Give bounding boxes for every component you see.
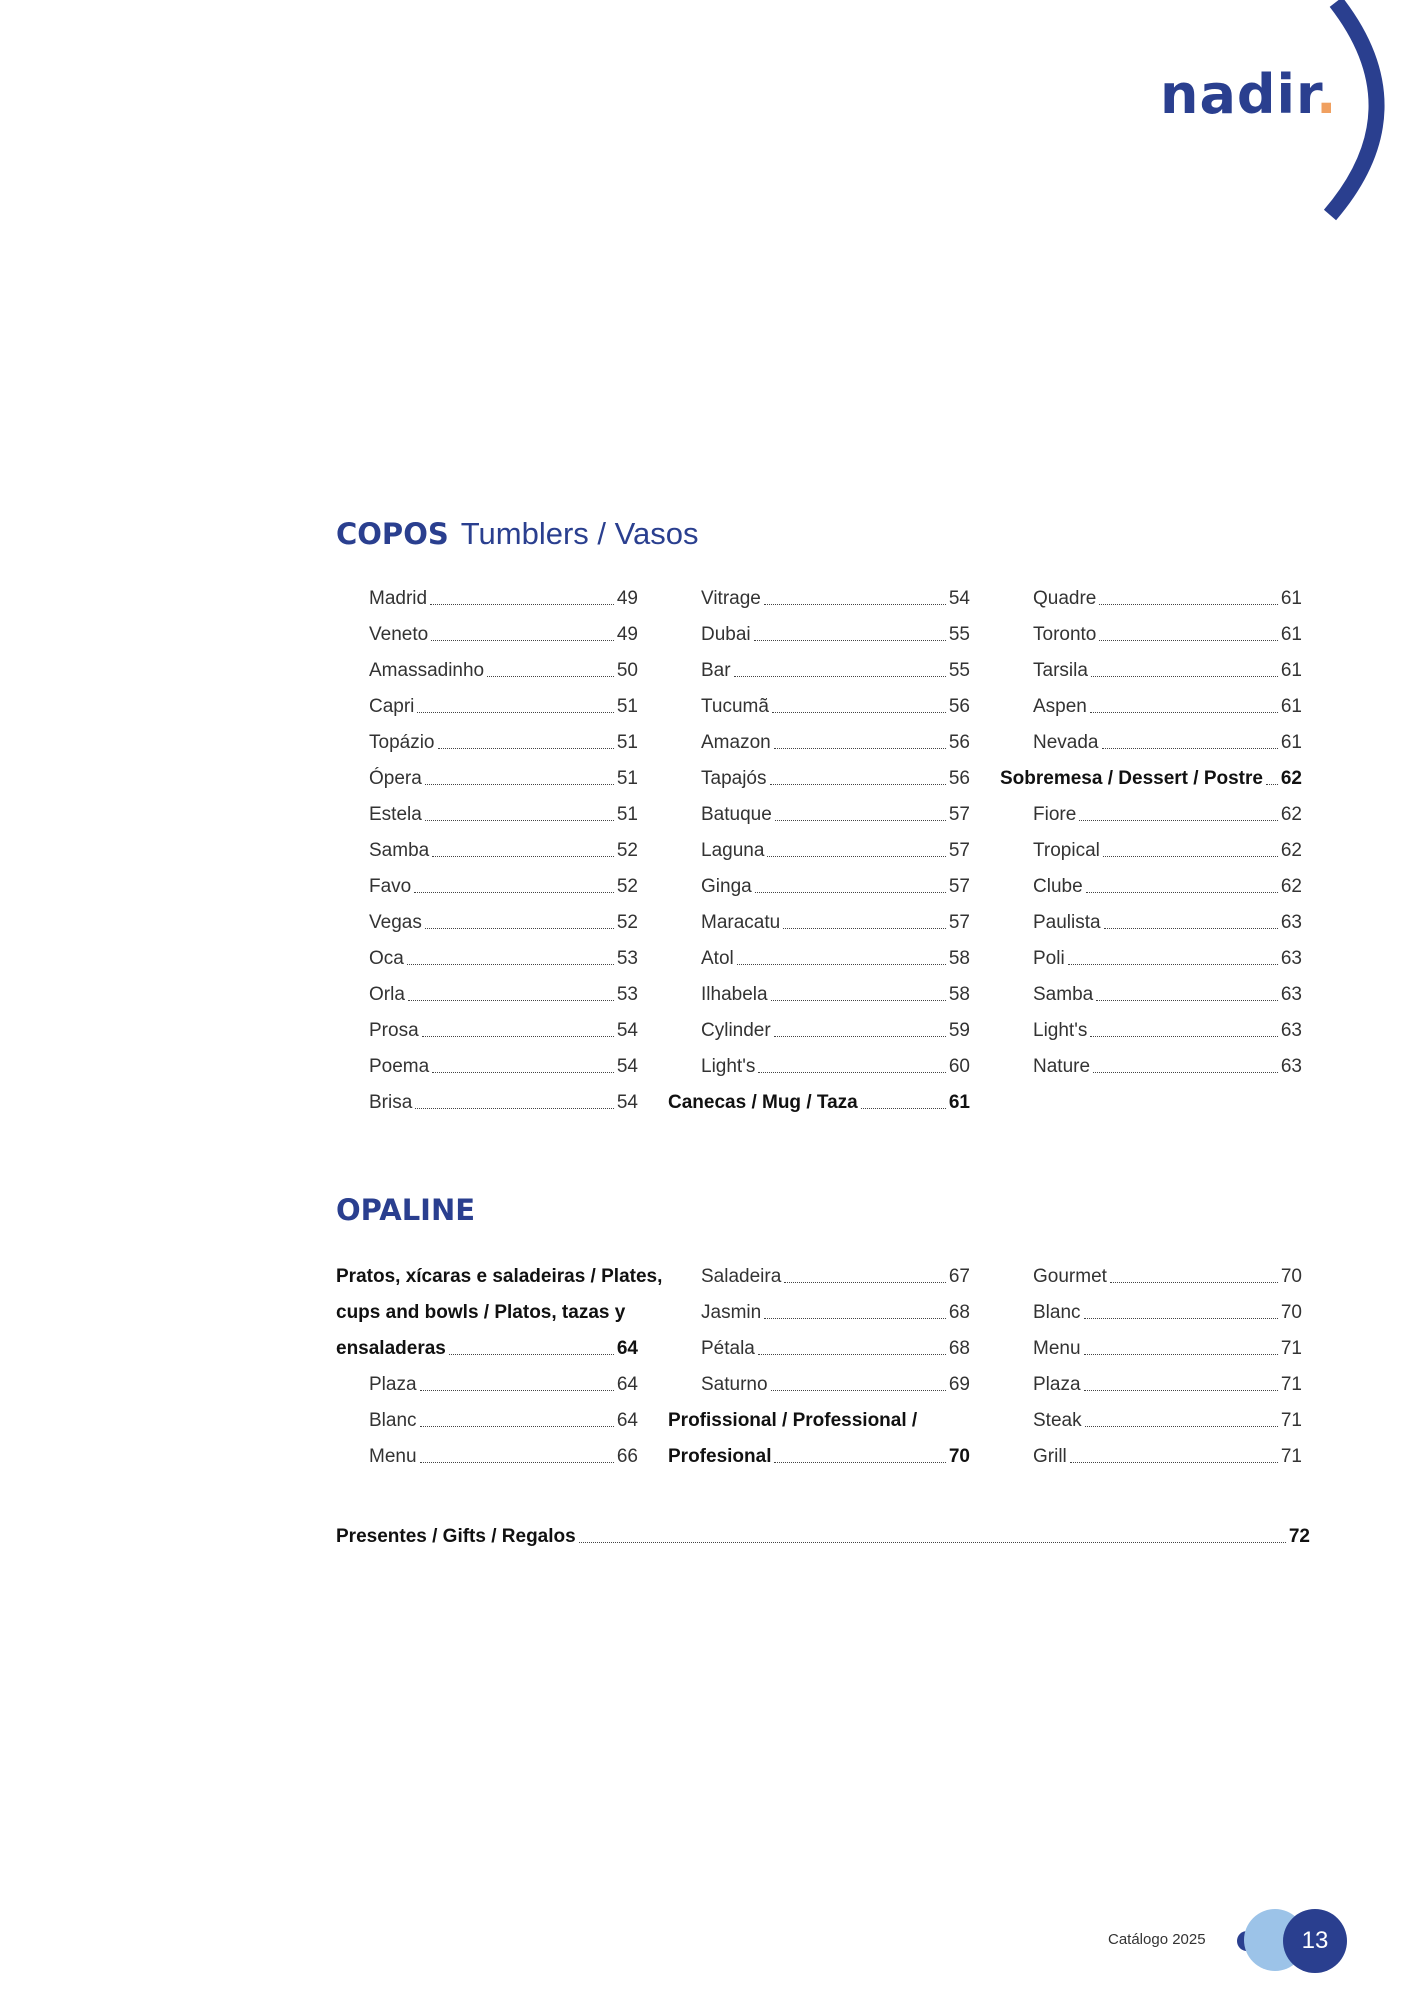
toc-entry-label: Ginga: [701, 876, 752, 897]
toc-entry[interactable]: [336, 898, 638, 934]
leader-dots: [758, 1354, 946, 1355]
toc-entry-page: 57: [948, 876, 970, 897]
toc-entry[interactable]: [1000, 970, 1302, 1006]
toc-entry-label: Light's: [701, 1056, 756, 1077]
leader-dots: [1099, 604, 1277, 605]
leader-dots: [407, 964, 614, 965]
leader-dots: [783, 928, 946, 929]
toc-entry-page: 68: [948, 1302, 970, 1323]
toc-entry[interactable]: [668, 718, 970, 754]
leader-dots: [771, 1390, 946, 1391]
toc-entry-label: Steak: [1033, 1410, 1082, 1431]
leader-dots: [1086, 892, 1278, 893]
toc-entry[interactable]: [668, 1252, 970, 1288]
toc-entry-page: 57: [948, 804, 970, 825]
leader-dots: [1090, 712, 1278, 713]
toc-entry-page: 64: [616, 1374, 638, 1395]
toc-entry: [668, 1396, 970, 1432]
toc-entry-page: 53: [616, 948, 638, 969]
leader-dots: [1110, 1282, 1278, 1283]
leader-dots: [415, 1108, 614, 1109]
toc-entry[interactable]: [1000, 1432, 1302, 1468]
leader-dots: [1102, 748, 1278, 749]
leader-dots: [1091, 676, 1278, 677]
catalog-label: Catálogo 2025: [1108, 1931, 1206, 1948]
leader-dots: [754, 640, 946, 641]
toc-entry-label: Plaza: [1033, 1374, 1081, 1395]
leader-dots: [764, 604, 946, 605]
toc-entry-label: Orla: [369, 984, 405, 1005]
leader-dots: [1084, 1318, 1278, 1319]
leader-dots: [425, 820, 614, 821]
toc-entry-label: Estela: [369, 804, 422, 825]
toc-entry[interactable]: [1000, 1042, 1302, 1078]
leader-dots: [420, 1462, 614, 1463]
opaline-title: OPALINE: [336, 1193, 476, 1227]
toc-entry-page: 71: [1280, 1374, 1302, 1395]
toc-entry-label: Paulista: [1033, 912, 1101, 933]
toc-entry-label: Nevada: [1033, 732, 1099, 753]
toc-entry-page: 64: [616, 1410, 638, 1431]
leader-dots: [764, 1318, 946, 1319]
toc-entry[interactable]: [1000, 790, 1302, 826]
copos-column-1: [336, 574, 638, 1114]
toc-entry-label: Clube: [1033, 876, 1083, 897]
toc-entry[interactable]: [1000, 574, 1302, 610]
toc-entry[interactable]: [668, 970, 970, 1006]
toc-entry-label: Toronto: [1033, 624, 1097, 645]
toc-entry-page: 56: [948, 696, 970, 717]
toc-entry-page: 62: [1280, 768, 1302, 789]
toc-entry-page: 56: [948, 768, 970, 789]
leader-dots: [425, 928, 614, 929]
toc-entry-label: Saturno: [701, 1374, 768, 1395]
toc-entry-label: Poli: [1033, 948, 1065, 969]
leader-dots: [579, 1542, 1286, 1543]
toc-entry[interactable]: [1000, 754, 1302, 790]
toc-entry[interactable]: [668, 826, 970, 862]
toc-entry-page: 64: [616, 1338, 638, 1359]
leader-dots: [774, 1462, 945, 1463]
toc-entry-page: 51: [616, 768, 638, 789]
leader-dots: [767, 856, 945, 857]
toc-entry[interactable]: [1000, 826, 1302, 862]
toc-entry[interactable]: [668, 610, 970, 646]
toc-entry-page: 52: [616, 912, 638, 933]
toc-entry-page: 71: [1280, 1446, 1302, 1467]
toc-entry[interactable]: [1000, 1252, 1302, 1288]
toc-entry-label: Tropical: [1033, 840, 1100, 861]
leader-dots: [755, 892, 946, 893]
toc-entry-label: Capri: [369, 696, 415, 717]
leader-dots: [487, 676, 614, 677]
toc-entry-label: Madrid: [369, 588, 428, 609]
toc-entry-page: 61: [1280, 732, 1302, 753]
toc-entry-label: Menu: [369, 1446, 417, 1467]
toc-entry[interactable]: [1000, 1324, 1302, 1360]
toc-entry-page: 56: [948, 732, 970, 753]
toc-entry[interactable]: [668, 646, 970, 682]
toc-entry-label: Tarsila: [1033, 660, 1088, 681]
presents-label: Presentes / Gifts / Regalos: [336, 1526, 576, 1547]
toc-entry[interactable]: [668, 1324, 970, 1360]
leader-dots: [784, 1282, 946, 1283]
toc-entry[interactable]: [336, 574, 638, 610]
toc-entry-page: 66: [616, 1446, 638, 1467]
toc-entry-label: Pratos, xícaras e saladeiras / Plates,: [336, 1266, 663, 1287]
toc-entry-page: 70: [948, 1446, 970, 1467]
toc-entry-label: Blanc: [369, 1410, 417, 1431]
leader-dots: [422, 1036, 614, 1037]
copos-column-2: [668, 574, 970, 1114]
toc-entry-label: Ópera: [369, 768, 422, 789]
toc-entry-label: Laguna: [701, 840, 765, 861]
leader-dots: [1084, 1354, 1278, 1355]
toc-entry-label: Plaza: [369, 1374, 417, 1395]
leader-dots: [1104, 928, 1278, 929]
toc-entry-page: 62: [1280, 876, 1302, 897]
toc-entry[interactable]: [336, 1432, 638, 1468]
toc-entry-page: 52: [616, 840, 638, 861]
toc-entry-page: 58: [948, 984, 970, 1005]
toc-entry[interactable]: [336, 1360, 638, 1396]
toc-entry-page: 61: [1280, 588, 1302, 609]
page-number: 13: [1301, 1927, 1329, 1954]
toc-entry[interactable]: [1000, 718, 1302, 754]
toc-entry[interactable]: [668, 934, 970, 970]
toc-entry-page: 63: [1280, 912, 1302, 933]
toc-entry-label: Light's: [1033, 1020, 1088, 1041]
toc-entry[interactable]: [336, 970, 638, 1006]
toc-entry[interactable]: [336, 862, 638, 898]
toc-entry-page: 53: [616, 984, 638, 1005]
toc-entry-page: 49: [616, 588, 638, 609]
toc-entry[interactable]: [668, 1360, 970, 1396]
toc-entry[interactable]: [668, 862, 970, 898]
toc-entry-page: 63: [1280, 984, 1302, 1005]
toc-entry-label: Menu: [1033, 1338, 1081, 1359]
toc-entry[interactable]: [1000, 862, 1302, 898]
toc-entry-label: Canecas / Mug / Taza: [668, 1092, 858, 1113]
toc-entry[interactable]: [668, 1432, 970, 1468]
toc-entry-page: 52: [616, 876, 638, 897]
leader-dots: [420, 1390, 614, 1391]
leader-dots: [430, 604, 614, 605]
opaline-column-2: [668, 1252, 970, 1468]
toc-entry[interactable]: [336, 934, 638, 970]
toc-entry[interactable]: [336, 754, 638, 790]
toc-entry-page: 59: [948, 1020, 970, 1041]
toc-entry[interactable]: [336, 682, 638, 718]
toc-entry-page: 61: [1280, 696, 1302, 717]
leader-dots: [414, 892, 614, 893]
toc-entry[interactable]: [668, 754, 970, 790]
toc-entry-label: Batuque: [701, 804, 772, 825]
toc-entry-page: 63: [1280, 948, 1302, 969]
leader-dots: [1093, 1072, 1278, 1073]
toc-entry[interactable]: [336, 646, 638, 682]
toc-entry-label: Poema: [369, 1056, 430, 1077]
toc-entry-page: 54: [948, 588, 970, 609]
toc-entry-label: Amazon: [701, 732, 771, 753]
leader-dots: [775, 820, 946, 821]
toc-entry-label: Oca: [369, 948, 404, 969]
leader-dots: [758, 1072, 946, 1073]
toc-entry-label: Profesional: [668, 1446, 772, 1467]
toc-entry-label: Topázio: [369, 732, 435, 753]
toc-entry-label: Maracatu: [701, 912, 781, 933]
toc-entry-page: 54: [616, 1056, 638, 1077]
toc-entry[interactable]: [336, 718, 638, 754]
leader-dots: [861, 1108, 946, 1109]
toc-entry-page: 68: [948, 1338, 970, 1359]
toc-entry-page: 61: [948, 1092, 970, 1113]
toc-entry-label: Vitrage: [701, 588, 761, 609]
leader-dots: [734, 676, 946, 677]
toc-entry-page: 54: [616, 1020, 638, 1041]
toc-entry[interactable]: [336, 1006, 638, 1042]
toc-entry[interactable]: [668, 790, 970, 826]
toc-entry-page: 69: [948, 1374, 970, 1395]
toc-entry-label: Profissional / Professional /: [668, 1410, 918, 1431]
toc-entry-page: 62: [1280, 804, 1302, 825]
toc-entry[interactable]: [1000, 1288, 1302, 1324]
toc-entry-label: ensaladeras: [336, 1338, 446, 1359]
toc-entry-page: 58: [948, 948, 970, 969]
toc-entry-label: cups and bowls / Platos, tazas y: [336, 1302, 626, 1323]
leader-dots: [420, 1426, 614, 1427]
toc-entry-label: Tapajós: [701, 768, 767, 789]
leader-dots: [770, 784, 946, 785]
toc-entry-label: Jasmin: [701, 1302, 762, 1323]
leader-dots: [438, 748, 614, 749]
toc-entry-label: Sobremesa / Dessert / Postre: [1000, 768, 1263, 789]
toc-entry[interactable]: [1000, 610, 1302, 646]
leader-dots: [771, 1000, 946, 1001]
toc-entry-label: Saladeira: [701, 1266, 782, 1287]
toc-entry-page: 55: [948, 660, 970, 681]
toc-entry-page: 71: [1280, 1338, 1302, 1359]
leader-dots: [774, 748, 946, 749]
toc-entry-page: 67: [948, 1266, 970, 1287]
toc-entry-label: Atol: [701, 948, 734, 969]
toc-entry[interactable]: [336, 610, 638, 646]
toc-entry[interactable]: [1000, 682, 1302, 718]
toc-entry[interactable]: [668, 1042, 970, 1078]
toc-entry[interactable]: [1000, 1006, 1302, 1042]
toc-entry[interactable]: [668, 1006, 970, 1042]
leader-dots: [1096, 1000, 1278, 1001]
leader-dots: [1084, 1390, 1278, 1391]
toc-entry[interactable]: [1000, 646, 1302, 682]
toc-entry[interactable]: [336, 1042, 638, 1078]
toc-entry-label: Gourmet: [1033, 1266, 1107, 1287]
toc-entry-page: 57: [948, 840, 970, 861]
toc-entry-page: 63: [1280, 1020, 1302, 1041]
leader-dots: [1266, 784, 1278, 785]
toc-entry-label: Grill: [1033, 1446, 1067, 1467]
toc-entry-page: 49: [616, 624, 638, 645]
leader-dots: [408, 1000, 614, 1001]
toc-entry[interactable]: [668, 682, 970, 718]
brand-logo: nadir.: [1160, 63, 1338, 126]
toc-entry-page: 62: [1280, 840, 1302, 861]
toc-entry[interactable]: [336, 1324, 638, 1360]
toc-entry[interactable]: [668, 1078, 970, 1114]
leader-dots: [432, 1072, 614, 1073]
toc-entry-label: Cylinder: [701, 1020, 771, 1041]
toc-entry-label: Nature: [1033, 1056, 1091, 1077]
toc-entry[interactable]: [668, 898, 970, 934]
toc-entry-label: Fiore: [1033, 804, 1077, 825]
toc-entry-label: Samba: [369, 840, 430, 861]
toc-entry-page: 55: [948, 624, 970, 645]
leader-dots: [1070, 1462, 1278, 1463]
toc-entry-label: Tucumã: [701, 696, 769, 717]
toc-entry[interactable]: [336, 1078, 638, 1114]
leader-dots: [774, 1036, 946, 1037]
toc-entry[interactable]: [1000, 1396, 1302, 1432]
presents-entry[interactable]: [336, 1512, 1310, 1548]
copos-column-3: [1000, 574, 1302, 1078]
toc-entry[interactable]: [1000, 898, 1302, 934]
toc-entry-label: Samba: [1033, 984, 1094, 1005]
toc-entry-label: Quadre: [1033, 588, 1097, 609]
toc-entry-page: 57: [948, 912, 970, 933]
toc-entry-page: 71: [1280, 1410, 1302, 1431]
leader-dots: [1099, 640, 1277, 641]
copos-title: COPOS: [336, 517, 449, 551]
copos-subtitle: Tumblers / Vasos: [460, 516, 699, 551]
toc-entry[interactable]: [668, 1288, 970, 1324]
toc-entry-page: 61: [1280, 624, 1302, 645]
leader-dots: [737, 964, 946, 965]
toc-entry-label: Favo: [369, 876, 412, 897]
leader-dots: [432, 856, 614, 857]
toc-entry[interactable]: [336, 1396, 638, 1432]
leader-dots: [449, 1354, 614, 1355]
opaline-column-1: [336, 1252, 663, 1468]
toc-entry[interactable]: [668, 574, 970, 610]
toc-entry-page: 70: [1280, 1302, 1302, 1323]
toc-entry-label: Brisa: [369, 1092, 413, 1113]
toc-entry: [336, 1252, 663, 1288]
toc-entry-page: 51: [616, 696, 638, 717]
leader-dots: [431, 640, 614, 641]
toc-entry[interactable]: [336, 790, 638, 826]
leader-dots: [1103, 856, 1278, 857]
toc-entry[interactable]: [336, 826, 638, 862]
toc-entry-label: Pétala: [701, 1338, 755, 1359]
toc-entry-label: Dubai: [701, 624, 751, 645]
toc-entry-label: Aspen: [1033, 696, 1087, 717]
opaline-heading: [336, 1193, 476, 1227]
toc-entry-page: 61: [1280, 660, 1302, 681]
leader-dots: [1090, 1036, 1278, 1037]
leader-dots: [425, 784, 614, 785]
toc-entry-page: 54: [616, 1092, 638, 1113]
opaline-column-3: [1000, 1252, 1302, 1468]
toc-entry-page: 63: [1280, 1056, 1302, 1077]
toc-entry: [336, 1288, 638, 1324]
toc-entry-label: Prosa: [369, 1020, 419, 1041]
toc-entry-page: 70: [1280, 1266, 1302, 1287]
presents-page: 72: [1288, 1526, 1310, 1547]
toc-entry-label: Blanc: [1033, 1302, 1081, 1323]
toc-entry[interactable]: [1000, 1360, 1302, 1396]
leader-dots: [772, 712, 946, 713]
toc-entry-page: 50: [616, 660, 638, 681]
toc-entry-label: Amassadinho: [369, 660, 485, 681]
toc-entry-page: 60: [948, 1056, 970, 1077]
copos-heading: [336, 518, 698, 549]
toc-entry[interactable]: [1000, 934, 1302, 970]
leader-dots: [1068, 964, 1278, 965]
leader-dots: [417, 712, 613, 713]
toc-entry-label: Bar: [701, 660, 731, 681]
toc-entry-label: Veneto: [369, 624, 429, 645]
toc-entry-label: Ilhabela: [701, 984, 768, 1005]
leader-dots: [1085, 1426, 1278, 1427]
toc-entry-page: 51: [616, 732, 638, 753]
leader-dots: [1079, 820, 1278, 821]
toc-entry-label: Vegas: [369, 912, 422, 933]
toc-entry-page: 51: [616, 804, 638, 825]
